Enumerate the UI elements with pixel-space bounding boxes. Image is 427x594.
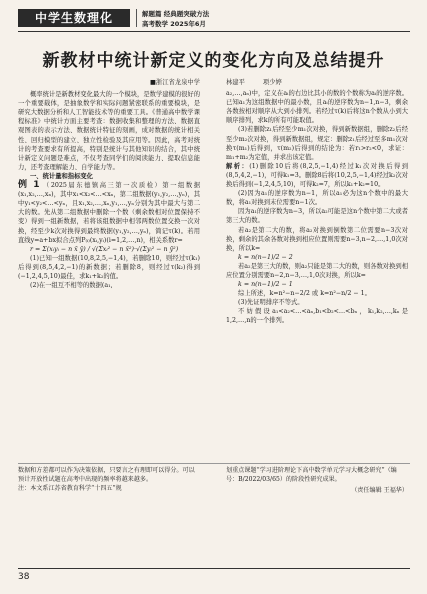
- solution-label: 解析：: [226, 162, 250, 170]
- footer-rule: [18, 568, 410, 569]
- solution-part-8: 不妨假设a₁<a₂<…<aₙ,b₁<b₂<…<bₙ，k₁,k₂,…,kₙ是1,2,…,n的一个排列。: [226, 308, 408, 325]
- solution-part-2: (2)因为a₁的逆序数为n−1，所以a₁必为这n个数中的最大数，将a₁对换到末位需要n−1次。: [226, 190, 408, 207]
- header-separator: [136, 9, 137, 27]
- article-title: 新教材中统计新定义的变化方向及总结提升: [42, 51, 385, 71]
- page-header: [0, 0, 427, 36]
- author-names: [226, 78, 408, 87]
- author-affiliation: ■浙江省龙泉中学: [149, 79, 200, 86]
- solution-part-3: 因为a₁的逆序数为n−3，所以a₂可能是这n个数中第二大或者第三大的数。: [226, 208, 408, 225]
- question-2-continued: a₂,…,aₙ)中，定义在aᵢ的右边比其小的数的个数称为aᵢ的逆序数。已知a₁为这组数据中的最小数，且aᵢ的逆序数为n−1,n−3，剩余各数按相对顺序从大到小排列。若经过τ(k)后将这n个数从小到大顺序排列，求k的所有可能取值。: [226, 90, 408, 125]
- example-1: [18, 181, 200, 245]
- left-column: [18, 78, 200, 290]
- header-tag-line1: 解题篇 经典题突破方法: [142, 10, 210, 18]
- footnote-left-text: 数据和方差都可以作为决策依据，只要言之有理即可以得分。可以预计开放性试题在高考中出现的频率将越来越多。: [18, 467, 195, 483]
- solution-part-6: 综上所述，k=n²−n−2/2 或 k=n²−n/2 − 1。: [238, 290, 371, 298]
- page-number: 38: [18, 572, 30, 582]
- question-3: (3)若删除z₁后经至少m₁次对换，得到新数据组，删除z₂后经至少m₂次对换，得到新数据组，规定：删除z₁后经过至多m₁次对换τ(m₁)后得到，τ(m₂)后得到的结论为：若r₁>r₂<0，求证：m₁+m₂为定值，并求出该定值。: [226, 126, 408, 161]
- example-label: 例 1: [18, 180, 40, 191]
- author-name-2: 项少婷: [262, 79, 282, 86]
- solution-part-1: [226, 162, 408, 189]
- header-rule: [18, 31, 410, 32]
- intro-paragraph: 概率统计是新教材变化最大的一个模块，是数学建模的很好的一个重要载体，是抽象数学和实际问题紧密联系的重要模块，是研究大数据分析和人工智能技术等的重要工具。《普通高中数学课程标准》中统计方面主要考查：数据收集和整理的方法、数据直观图表的表示方法、数据统计特征的刻画，成对数据的统计相关性、回归模型的建立、独立性检验及其应用等。因此，高考对统计的考查要求有所提高，特别是统计与其他知识的结合，其中统计新定义问题是难点，不仅考查同学们的阅读能力、提取信息能力，还考查理解能力、自学能力等。: [18, 91, 201, 171]
- footnote-left-note: 注：本文系江苏省教育科学“十四五”规: [18, 485, 122, 492]
- solution-part-4: 若a₂是第二大的数，将a₂对换到倒数第二位需要n−3次对换，剩余的其余各数对换到相应位置则需要n−3,n−2,…,1,0次对换，所以k=: [226, 226, 408, 252]
- footnote-right-text: 划重点课题“学习进阶理论下高中数学单元学习大概念研究”（编号：B/2022/03/65）的阶段性研究成果。: [226, 467, 397, 483]
- header-tag-line2: 高考数学 2025年6月: [142, 20, 206, 28]
- solution-part-5: 若a₂是第三大的数，则a₂只能是第二大的数，则各数对换到相应位置分别需要n−2,n−3,…,1,0次对换，所以k=: [226, 262, 408, 279]
- solution-part-7: (3)先证明排序不等式。: [238, 299, 304, 307]
- footnote-left: [18, 466, 200, 493]
- author-name-1: 林建平: [226, 79, 245, 86]
- formula-2: k = n(n−1)/2 − 2: [238, 253, 293, 261]
- journal-logo: 中学生数理化: [18, 9, 130, 27]
- question-2: (2)在一组互不相等的数据(a₁,: [30, 282, 113, 290]
- right-column: [226, 78, 408, 326]
- footnote-rule: [18, 463, 410, 464]
- editor-credit: （责任编辑 王福华）: [351, 487, 408, 494]
- solution-1-text: (1)删除10后将(8,2,5,−1,4)经过k₁次对换后得到(8,5,4,2,−1)，可得k₁=3。删除8后将(10,2,5,−1,4)经过k₂次对换后得到(−1,2,4,5,10)，可得k₂=7，所以k₁+k₂=10。: [226, 162, 409, 189]
- example-text: （2025届东德镇高三第一次质检）第一组数据(x₁,x₂,…,xₙ)，其中x₁<x₂<…<xₙ，第二组数据(y₁,y₂,…,yₙ)，其中y₁<y₂<…<yₙ，且x₁,x₂,…,xₙ,y₁,…,yₙ分别为其中最大与第二大的数。先从第二组数据中删除一个数（剩余数相对位置保持不变）得到一组新数据，若将该组数据中相邻两数位置交换一次对换，经至少k次对换得到最终数据(y₁,y₂,…,yₙ)，简记τ(k)。若用直线y=a+bx拟合点列P₍ᵢ₎(xᵢ,yᵢ)(i=1,2,…,n)，相关系数r=: [18, 182, 200, 244]
- footnote-right: [226, 466, 408, 495]
- formula-3: k = n(n−1)/2 − 1: [238, 281, 293, 289]
- section-heading: 一、统计量和指标变化: [30, 172, 93, 180]
- correlation-formula: r = Σ(xᵢyᵢ − n x̄ ȳ) / √(Σxᵢ² − n x̄²)·√(Σyᵢ² − n ȳ²): [30, 245, 179, 253]
- question-1: (1)已知一组数据(10,8,2,5,−1,4)，若删除10，则经过τ(k₁)后得到(8,5,4,2,−1)的新数据；若删除8，则经过τ(k₂)得到(−1,2,4,5,10)最佳，求k₁+k₂的值。: [18, 254, 200, 280]
